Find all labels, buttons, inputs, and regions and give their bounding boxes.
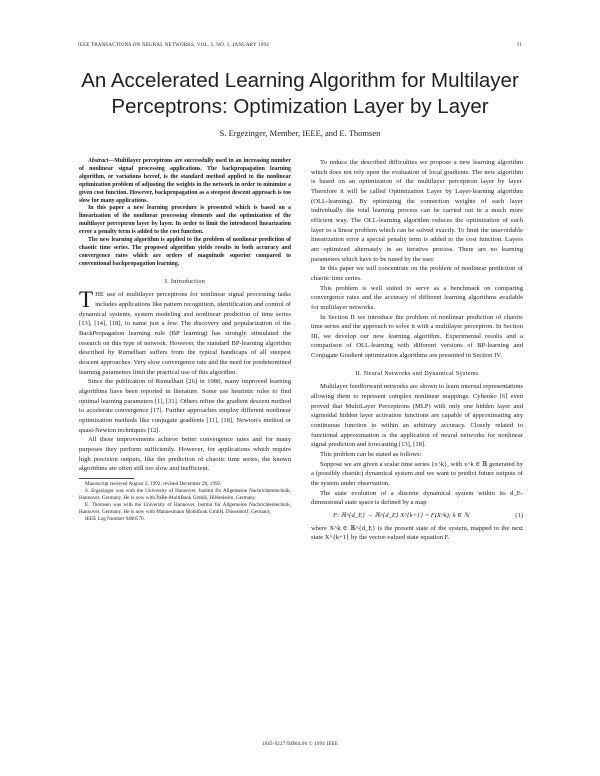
abstract	[79, 158, 291, 269]
page-number: 31	[516, 43, 522, 48]
intro-paragraph-1	[79, 287, 291, 377]
section2-paragraph-3: Suppose we are given a scalar time series {x^k}, with x^k ∈ ℝ generated by a (possibly chaotic) dynamical system and we want to predict future outputs of the system under observation.	[311, 460, 523, 487]
equation-body: F: ℝ^{d_E} → ℝ^{d_E} X^{k+1} = F(X^k); k ∈ ℕ	[333, 511, 470, 519]
title-line-2: Perceptrons: Optimization Layer by Layer	[111, 95, 489, 118]
drop-cap: T	[79, 287, 94, 313]
left-column	[79, 158, 291, 523]
right-paragraph-3: This problem is well suited to serve as a benchmark on comparing convergence rates and the accuracy of different learning algorithms available for multilayer networks.	[311, 284, 523, 311]
abstract-paragraph-3: The new learning algorithm is applied to the problem of nonlinear prediction of chaotic time series. The proposed algorithm yields results in both accuracy and convergence rates which are orders of magnitude superior compared to conventional backpropagation learning.	[79, 237, 291, 267]
equation-number: (1)	[515, 511, 523, 519]
copyright-line: 1045-9227/94$04.00 © 1994 IEEE	[261, 742, 339, 747]
right-column	[311, 158, 523, 543]
section2-paragraph-5: where X^k ∈ ℝ^{d_E} is the present state of the system, mapped to the next state X^{k+1} by the vector-valued state equation F.	[311, 524, 523, 542]
footnote-log-number: IEEE Log Number 9400570.	[85, 515, 145, 522]
intro-paragraph-2: Since the publication of Rumelhart [26] in 1986, many improved learning algorithms have been reported in literature. Some use heuristic rules to find optimal learning parameters [1], [31]. Others refine the gradient descent method to accelerate convergence [17]. Further approaches employ different nonlinear optimization methods like conjugate gradients [11], [18], Newton's method or quasi-Newton techniques [12].	[79, 378, 291, 434]
section-heading-neural-networks: II. Neural Networks and Dynamical Systems	[355, 369, 479, 377]
intro-paragraph-3: All these improvements achieve better convergence rates and for many purposes they perform sufficiently. However, for applications which require high precision outputs, like the prediction of chaotic time series, the known algorithms are often still too slow and inefficient.	[79, 436, 291, 473]
footnote-author-1: S. Ergezinger was with the University of Hannover, Institut für Allgemeine Nachrichtentechnik, Hannover, Germany. He is now with PaBe-MultiBank GmbH, Hildesheim, Germany.	[79, 487, 291, 501]
abstract-paragraph-1	[79, 158, 291, 205]
paper-title	[40, 68, 560, 120]
abstract-lead: Abstract—	[88, 158, 115, 164]
section2-paragraph-1: Multilayer feedforward networks are shown to learn internal representations allowing them to represent complex nonlinear mappings. Cybenko [6] even proved that MultiLayer Perceptrons (MLP) with only one hidden layer and sigmoidal hidden layer activation functions are capable of approximating any continuous function to within an arbitrary accuracy. Closely related to functional approximation is the application of neural networks for nonlinear signal prediction and forecasting [13], [18].	[311, 383, 523, 449]
footnote-received: Manuscript received August 2, 1992; revised December 29, 1992.	[85, 480, 222, 487]
right-paragraph-2: In this paper we will concentrate on the problem of nonlinear prediction of chaotic time series.	[311, 265, 523, 282]
footnote-rule	[79, 478, 134, 479]
abstract-paragraph-2: In this paper a new learning procedure is presented which is based on a linearization of the nonlinear processing elements and the optimization of the multilayer perceptron layer by layer. In order to limit the introduced linearization error a penalty term is added to the cost function.	[79, 205, 291, 236]
intro-text-1: HE use of multilayer perceptrons for nonlinear signal processing tasks includes applications like pattern recognition, identification and control of dynamical systems, system modeling and nonlinear prediction of time series [13], [14], [18], to name just a few. The discovery and popularization of the BackPropagation learning rule (BP learning) has strongly stimulated the research on this type of network. However, the standard BP-learning algorithm described by Rumelhart suffers from the typical handicaps of all steepest descent approaches: Very slow convergence rate and the need for predetermined learning parameters limit the practical use of this algorithm.	[79, 291, 291, 376]
section2-paragraph-2: This problem can be stated as follows:	[320, 451, 422, 459]
equation-1	[333, 511, 523, 521]
footnote-author-2: E. Thomsen was with the University of Hannover, Institut für Allgemeine Nachrichtentechnik, Hannover, Germany. He is now with Mannesmann Mobilfunk GmbH, Düsseldorf, Germany.	[79, 501, 291, 515]
abstract-text-1: Multilayer perceptrons are successfully used in an increasing number of nonlinear signal processing applications. The backpropagation learning algorithm, or variations hereof, is the standard method applied to the nonlinear optimization problem of adjusting the weights in the network in order to minimize a given cost function. However, backpropagation as a steepest descent approach is too slow for many applications.	[79, 158, 291, 204]
section-heading-introduction: I. Introduction	[164, 277, 206, 285]
right-paragraph-1: To reduce the described difficulties we propose a new learning algorithm which does not rely upon the evaluation of local gradients. The new algorithm is based on an optimization of the multilayer perceptron layer by layer. Therefore it will be called Optimization Layer by Layer-learning algorithm (OLL-learning). By optimizing the connection weights of each layer individually the total learning process can be carried out in a much more efficient way. The OLL-learning algorithm reduces the optimization of each layer to a linear problem which can be solved exactly. To limit the unavoidable linearization error a special penalty term is added to the cost function. Layers are optimized alternately in an iterative process. There are no learning parameters which have to be tuned by the user.	[311, 159, 523, 263]
section2-paragraph-4: The state evolution of a discrete dynamical system within its d_E-dimensional state space is defined by a map	[311, 489, 523, 507]
running-head	[78, 43, 522, 48]
authors: S. Ergezinger, Member, IEEE, and E. Thomsen	[219, 128, 381, 138]
title-line-1: An Accelerated Learning Algorithm for Multilayer	[81, 69, 519, 92]
running-head-journal: IEEE TRANSACTIONS ON NEURAL NETWORKS, VOL. 5, NO. 1, JANUARY 1994	[78, 43, 269, 48]
right-paragraph-4: In Section II we introduce the problem of nonlinear prediction of chaotic time series and the approach to solve it with a multilayer perceptron. In Section III, we develop our new learning algorithm. Experimental results and a comparison of OLL-learning with different versions of BP-learning and Conjugate Gradient optimization algorithms are presented in Section IV.	[311, 313, 523, 360]
